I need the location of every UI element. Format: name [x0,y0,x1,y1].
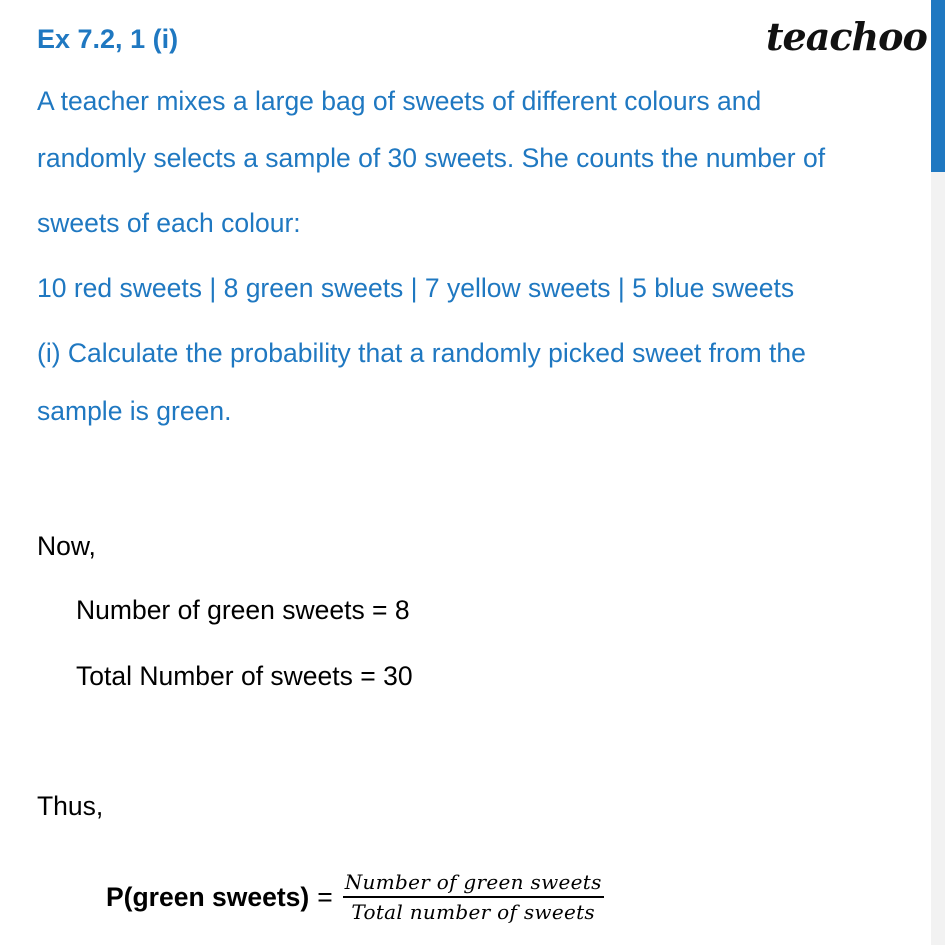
question-line-3: sweets of each colour: [37,208,301,238]
now-label: Now, [37,531,96,561]
formula-fraction [343,868,604,926]
exercise-heading: Ex 7.2, 1 (i) [37,24,179,54]
green-count-line: Number of green sweets = 8 [76,595,410,625]
right-accent-bar [931,0,945,172]
probability-formula [106,864,604,930]
thus-label: Thus, [37,791,104,821]
formula-equals: = [317,881,333,912]
fraction-numerator: Number of green sweets [344,870,602,894]
formula-lhs: P(green sweets) [106,881,310,912]
question-line-2: randomly selects a sample of 30 sweets. She counts the number of [37,143,826,173]
question-line-1: A teacher mixes a large bag of sweets of different colours and [37,86,762,116]
question-line-5: (i) Calculate the probability that a randomly picked sweet from the [37,338,806,368]
teachoo-logo: teachoo [766,14,927,59]
total-count-line: Total Number of sweets = 30 [76,661,413,691]
question-line-4: 10 red sweets | 8 green sweets | 7 yellow sweets | 5 blue sweets [37,273,795,303]
fraction-denominator: Total number of sweets [351,900,595,924]
question-line-6: sample is green. [37,396,232,426]
